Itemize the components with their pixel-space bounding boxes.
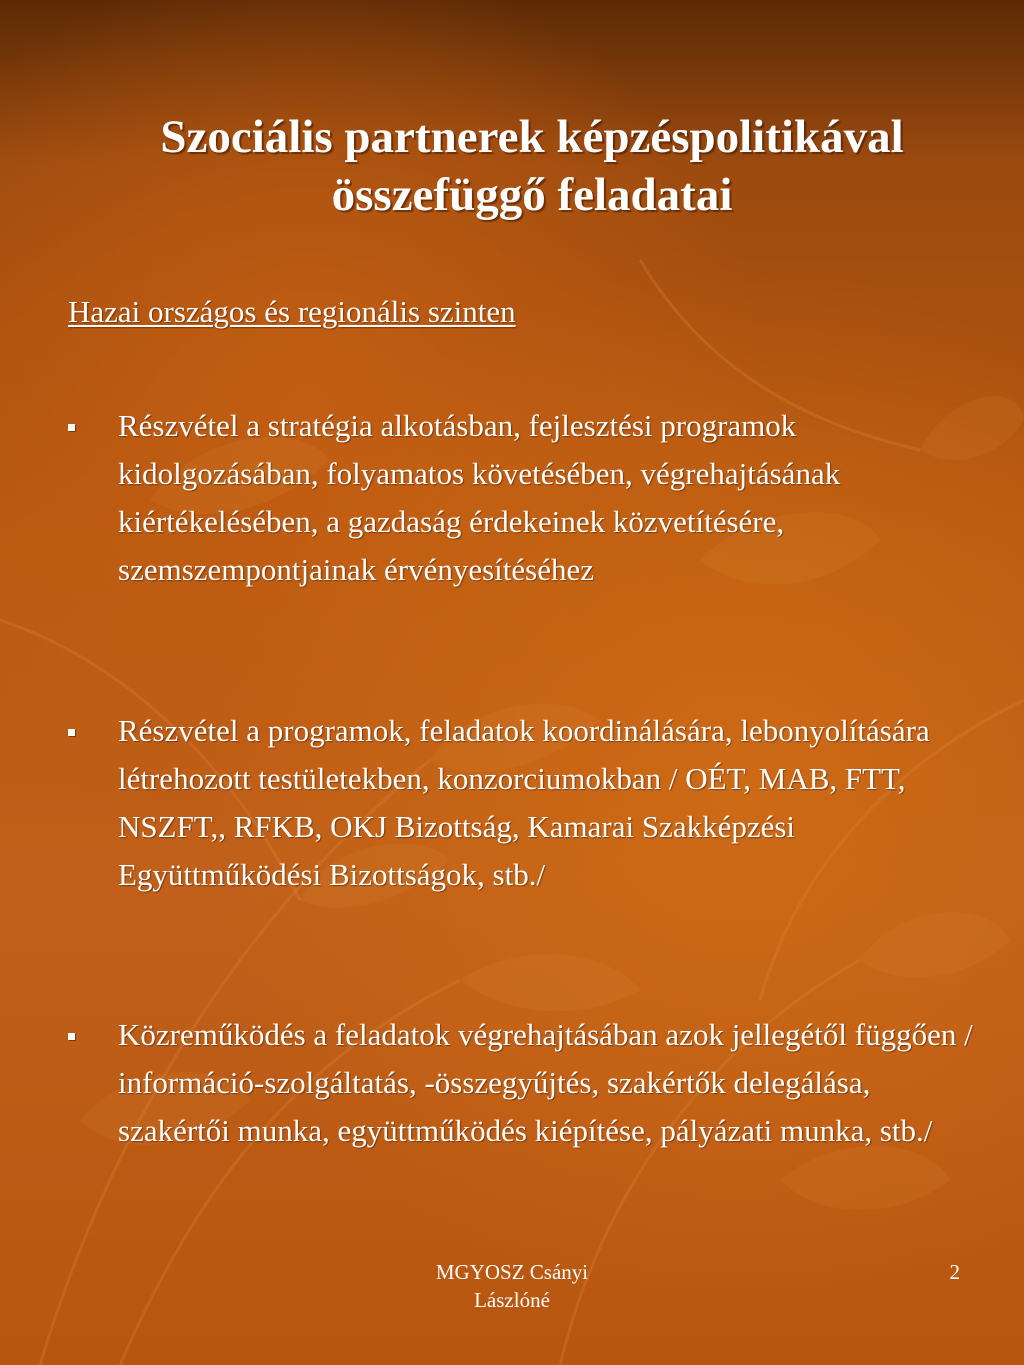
bullet-square-icon [68, 1033, 75, 1040]
bullet-text: Közreműködés a feladatok végrehajtásában azok jellegétől függően / információ-szolgáltatás, -összegyűjtés, szakértők delegálása, szakértői munka, együttműködés kiépítése, pályázati munka, stb./ [118, 1017, 973, 1148]
footer-author [392, 1258, 632, 1314]
bullet-square-icon [68, 424, 75, 431]
section-subheading: Hazai országos és regionális szinten [68, 294, 516, 329]
bullet-text: Részvétel a stratégia alkotásban, fejlesztési programok kidolgozásában, folyamatos követésében, végrehajtásának kiértékelésében, a gazdaság érdekeinek közvetítésére, szemszempontjainak érvényesítéséhez [118, 408, 841, 587]
footer-author-line1: MGYOSZ Csányi [435, 1260, 589, 1284]
bullet-square-icon [68, 729, 75, 736]
footer-author-line2: Lászlóné [474, 1288, 550, 1312]
page-number: 2 [949, 1260, 960, 1284]
bullet-text: Részvétel a programok, feladatok koordinálására, lebonyolítására létrehozott testületekben, konzorciumokban / OÉT, MAB, FTT, NSZFT,, RFKB, OKJ Bizottság, Kamarai Szakképzési Együttműködési Bizottságok, stb./ [118, 713, 930, 892]
slide-title: Szociális partnerek képzéspolitikával összefüggő feladatai [160, 111, 904, 221]
